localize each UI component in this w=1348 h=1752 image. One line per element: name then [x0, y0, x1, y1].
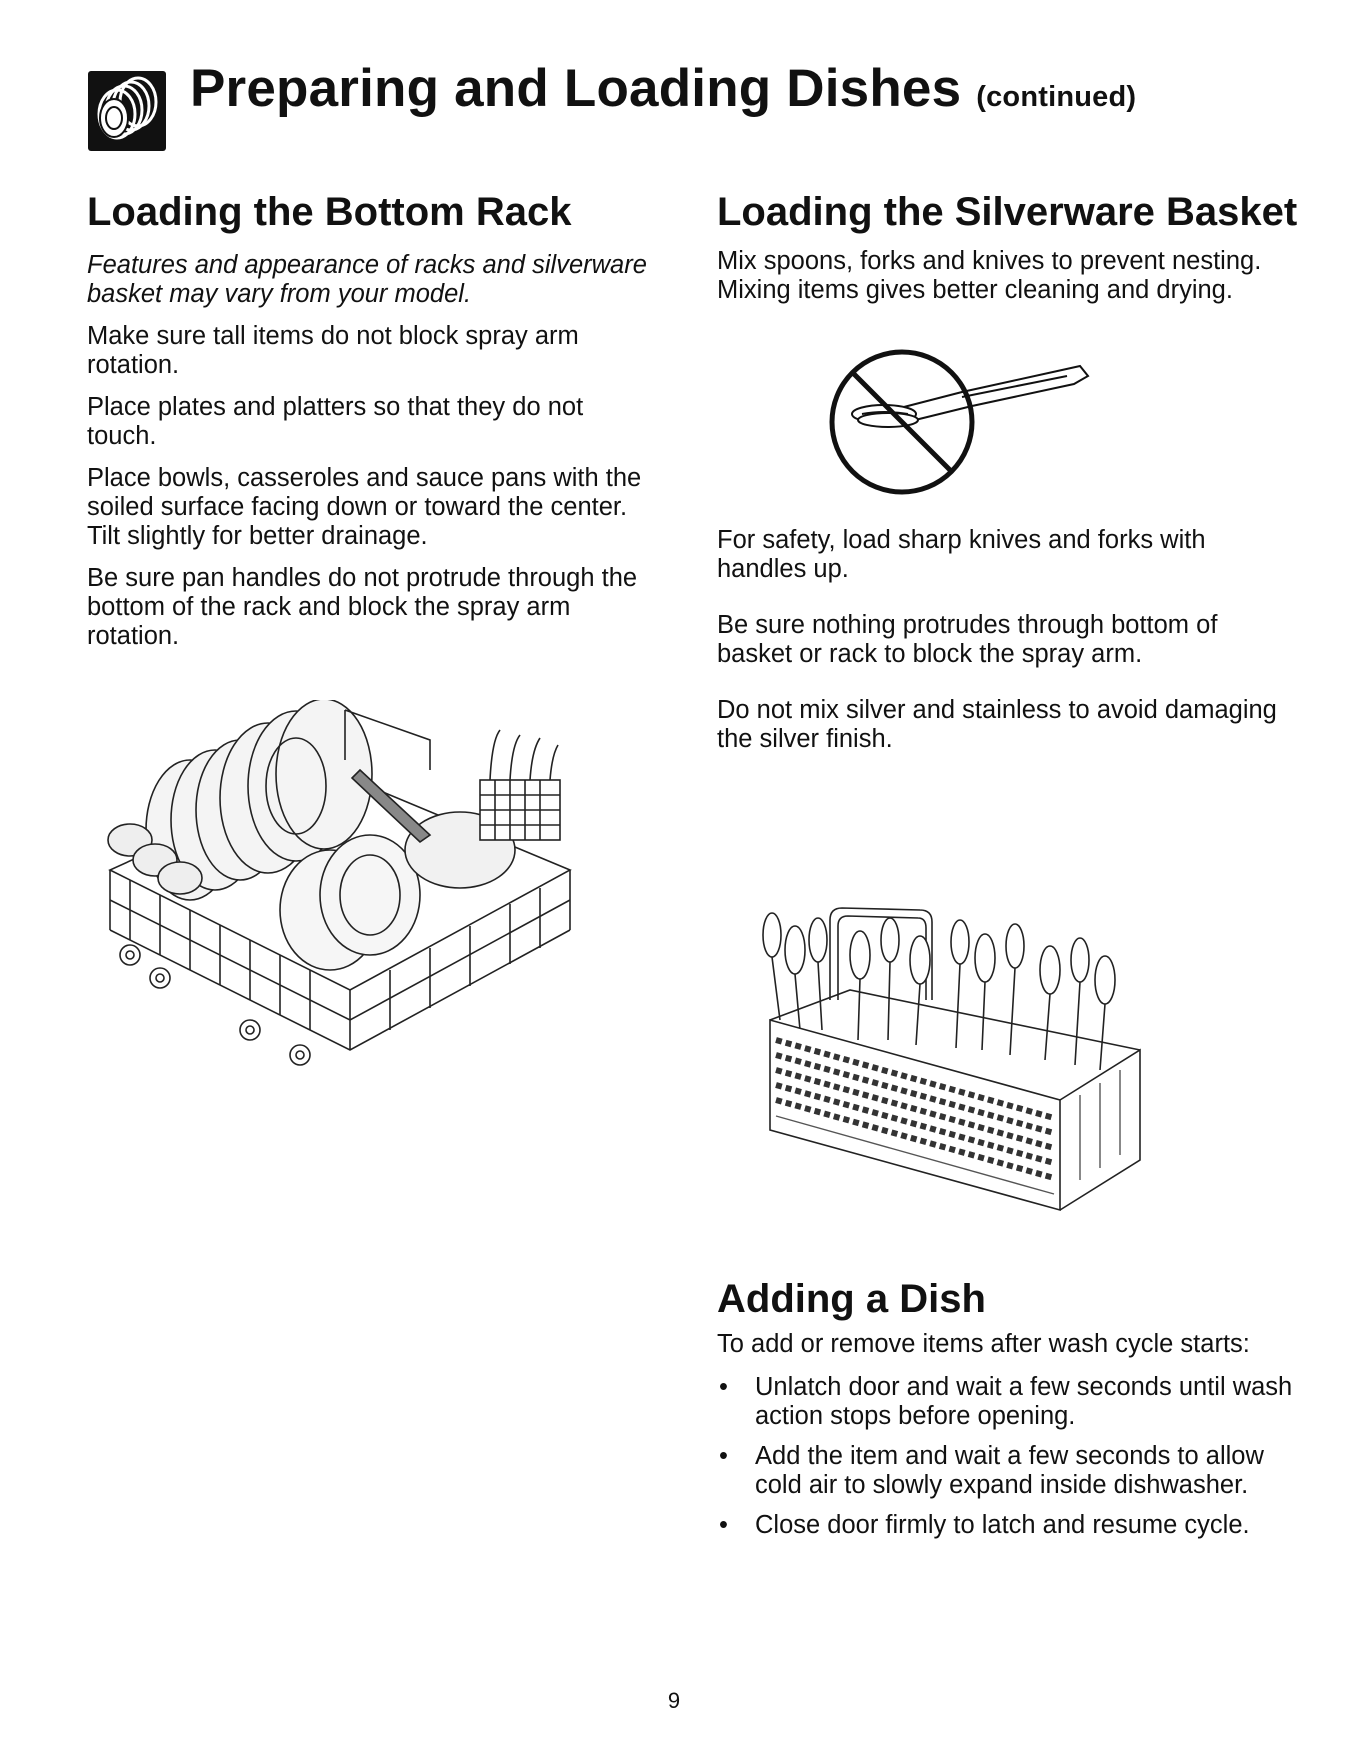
adding-dish-heading: Adding a Dish [717, 1277, 986, 1321]
no-nesting-spoon-icon [812, 340, 1122, 530]
rack-paragraph: Place bowls, casseroles and sauce pans with the soiled surface facing down or toward the center. Tilt slightly for better drainage. [87, 464, 642, 550]
dishes-icon [87, 70, 167, 152]
adding-dish-intro: To add or remove items after wash cycle starts: [717, 1330, 1250, 1358]
bottom-rack-heading: Loading the Bottom Rack [87, 190, 572, 234]
rack-paragraph: Make sure tall items do not block spray arm rotation. [87, 322, 579, 379]
model-variation-note: Features and appearance of racks and silverware basket may vary from your model. [87, 251, 647, 308]
list-item [717, 1442, 1307, 1500]
rack-paragraph: Place plates and platters so that they do not touch. [87, 393, 584, 450]
bottom-rack-section [87, 190, 647, 664]
list-item [717, 1373, 1307, 1431]
mix-silverware-paragraph: Mix spoons, forks and knives to prevent nesting. Mixing items gives better cleaning and drying. [717, 247, 1262, 304]
silverware-basket-illustration [760, 880, 1210, 1240]
adding-dish-section [717, 1277, 1307, 1551]
list-item-text: Unlatch door and wait a few seconds until wash action stops before opening. [755, 1373, 1293, 1430]
page-title [190, 58, 1136, 119]
list-item [717, 1511, 1307, 1540]
page-title-suffix: (continued) [976, 81, 1137, 113]
list-item-text: Add the item and wait a few seconds to allow cold air to slowly expand inside dishwasher. [755, 1442, 1264, 1499]
bullet-icon: • [719, 1442, 728, 1470]
silver-stainless-paragraph: Do not mix silver and stainless to avoid damaging the silver finish. [717, 696, 1277, 753]
page-number: 9 [667, 1688, 681, 1713]
protrude-paragraph: Be sure nothing protrudes through bottom of basket or rack to block the spray arm. [717, 611, 1218, 668]
bullet-icon: • [719, 1511, 728, 1539]
silverware-safety-section [717, 526, 1297, 781]
rack-paragraph: Be sure pan handles do not protrude through the bottom of the rack and block the spray arm rotation. [87, 564, 638, 650]
adding-dish-steps [717, 1373, 1307, 1540]
silverware-basket-heading: Loading the Silverware Basket [717, 190, 1298, 234]
bullet-icon: • [719, 1373, 728, 1401]
list-item-text: Close door firmly to latch and resume cycle. [755, 1511, 1250, 1539]
page-title-text: Preparing and Loading Dishes [190, 59, 962, 118]
silverware-basket-section [717, 190, 1297, 305]
dishwasher-bottom-rack-illustration [100, 700, 620, 1130]
safety-paragraph: For safety, load sharp knives and forks with handles up. [717, 526, 1206, 583]
